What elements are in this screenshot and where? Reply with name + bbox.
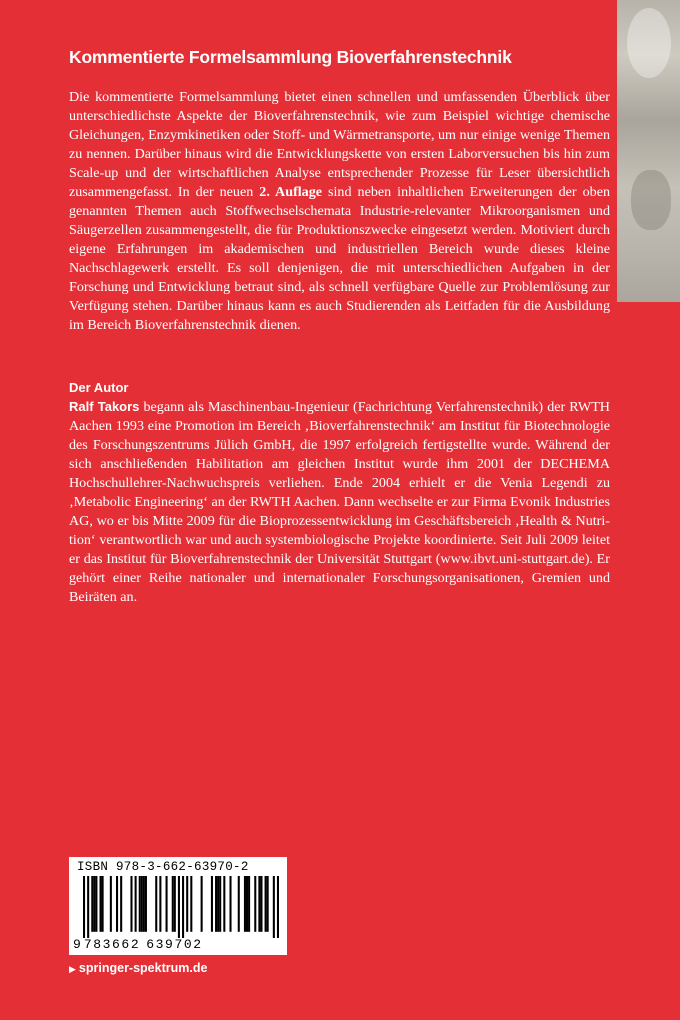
barcode-bar bbox=[211, 876, 213, 932]
publisher-url: springer-spektrum.de bbox=[78, 961, 208, 975]
barcode-bar bbox=[277, 876, 279, 938]
barcode-bar bbox=[87, 876, 89, 938]
barcode-bar bbox=[217, 876, 219, 932]
barcode-bar bbox=[174, 876, 176, 932]
barcode-bar bbox=[223, 876, 225, 932]
barcode-bar bbox=[219, 876, 221, 932]
barcode-bar bbox=[141, 876, 143, 932]
barcode-bar bbox=[166, 876, 168, 932]
description-text-1: Die kommentierte Formelsammlung bietet einen schnellen und umfassenden Überblick über unterschiedlichste Aspekte der Bioverfahrenstechnik, wie zum Beispiel wichtige chemische Gleichungen, Enzymkinetiken oder Stoff- und Wärmetransporte, um nur einige wenige Themen zu nennen. Darüber hinaus wird die Entwicklungskette von ersten Laborversuchen bis hin zum Scale-up und der wirtschaftlichen Analyse entsprechender Prozesse für Leser übersichtlich zusammengefasst. In der neuen bbox=[69, 89, 610, 200]
barcode-bar bbox=[273, 876, 275, 938]
barcode-bar bbox=[93, 876, 95, 932]
cover-photo-fragment bbox=[617, 0, 680, 302]
barcode-bar bbox=[190, 876, 192, 932]
barcode-bar bbox=[130, 876, 132, 932]
barcode-digit-group-1: 783662 bbox=[83, 937, 141, 952]
barcode-digits bbox=[73, 937, 203, 952]
barcode-bar bbox=[178, 876, 180, 938]
barcode-bar bbox=[265, 876, 267, 932]
isbn-barcode bbox=[69, 857, 287, 955]
barcode-bar bbox=[145, 876, 147, 932]
barcode-bar bbox=[139, 876, 141, 932]
description-text-2: sind neben inhaltlichen Erweiterungen der oben genannten Themen auch Stoffwechselschemata Industrie-relevanter Mikroorganismen und Säugerzellen zusammengestellt, die für Produktionszwecke eingesetzt werden. Motiviert durch eigene Erfahrungen im akademischen und industriellen Bereich wurde dieses kleine Nachschlagewerk erstellt. Es soll denjenigen, die mit unterschiedlichen Aufgaben in der Forschung und Entwicklung betraut sind, als schnell verfügbare Quelle zur Problemlösung zur Verfügung stehen. Darüber hinaus kann es auch Studierenden als Leitfaden für die Ausbildung im Bereich Bioverfahrenstechnik dienen. bbox=[69, 184, 611, 333]
barcode-digit-first: 9 bbox=[73, 937, 81, 952]
isbn-text: ISBN 978-3-662-63970-2 bbox=[77, 860, 249, 874]
barcode-bar bbox=[215, 876, 217, 932]
edition-label: 2. Auflage bbox=[259, 184, 323, 200]
author-heading: Der Autor bbox=[69, 380, 129, 395]
barcode-bar bbox=[238, 876, 240, 932]
barcode-bar bbox=[159, 876, 161, 932]
barcode-digit-group-2: 639702 bbox=[146, 937, 203, 952]
author-bio-text: begann als Maschinenbau-Ingenieur (Fachrichtung Verfahrenstechnik) der RWTH Aachen 1993 eine Promotion im Bereich ‚Bioverfahrenstechnik‘ am Institut für Biotechnologie des Forschungszentrums Jülich GmbH, die 1997 erfolgreich fertigstellte wurde. Während der sich anschließenden Habilitation am gleichen Institut wurde ihm 2001 der DECHEMA Hochschullehrer-Nachwuchspreis verliehen. Ende 2004 erhielt er die Venia Legendi zu ‚Metabolic Engineering‘ an der RWTH Aachen. Dann wechselte er zur Firma Evonik Industries AG, wo er bis Mitte 2009 für die Bioprozessentwicklung im Geschäftsbereich ‚Health & Nutrition‘ verantwortlich war und auch systembiologische Projekte koordinierte. Seit Juli 2009 leitet er das Institut für Bioverfahrenstechnik der Universität Stuttgart (www.ibvt.uni-stuttgart.de). Er gehört einer Reihe nationaler und internationaler Forschungsorganisationen, Gremien und Beiräten an. bbox=[69, 399, 610, 605]
barcode-bar bbox=[201, 876, 203, 932]
barcode-bar bbox=[95, 876, 97, 932]
author-bio bbox=[69, 397, 610, 607]
barcode-bar bbox=[116, 876, 118, 932]
book-title: Kommentierte Formelsammlung Bioverfahrenstechnik bbox=[69, 47, 512, 67]
barcode-bar bbox=[258, 876, 260, 932]
triangle-right-icon: ▶ bbox=[69, 964, 76, 974]
barcode-bar bbox=[83, 876, 85, 938]
author-name: Ralf Takors bbox=[69, 399, 140, 414]
barcode-bar bbox=[100, 876, 102, 932]
barcode-bar bbox=[246, 876, 248, 932]
barcode-bar bbox=[102, 876, 104, 932]
barcode-bars bbox=[83, 876, 279, 938]
barcode-bar bbox=[267, 876, 269, 932]
barcode-bar bbox=[244, 876, 246, 932]
barcode-bar bbox=[172, 876, 174, 932]
barcode-bar bbox=[155, 876, 157, 932]
book-description bbox=[69, 88, 610, 335]
barcode-bar bbox=[182, 876, 184, 938]
barcode-bar bbox=[135, 876, 137, 932]
barcode-bar bbox=[229, 876, 231, 932]
barcode-bar bbox=[248, 876, 250, 932]
publisher-link[interactable] bbox=[69, 961, 207, 975]
barcode-bar bbox=[143, 876, 145, 932]
barcode-bar bbox=[91, 876, 93, 932]
barcode-bar bbox=[186, 876, 188, 932]
barcode-bar bbox=[254, 876, 256, 932]
barcode-bar bbox=[110, 876, 112, 932]
barcode-bar bbox=[120, 876, 122, 932]
barcode-bar bbox=[260, 876, 262, 932]
